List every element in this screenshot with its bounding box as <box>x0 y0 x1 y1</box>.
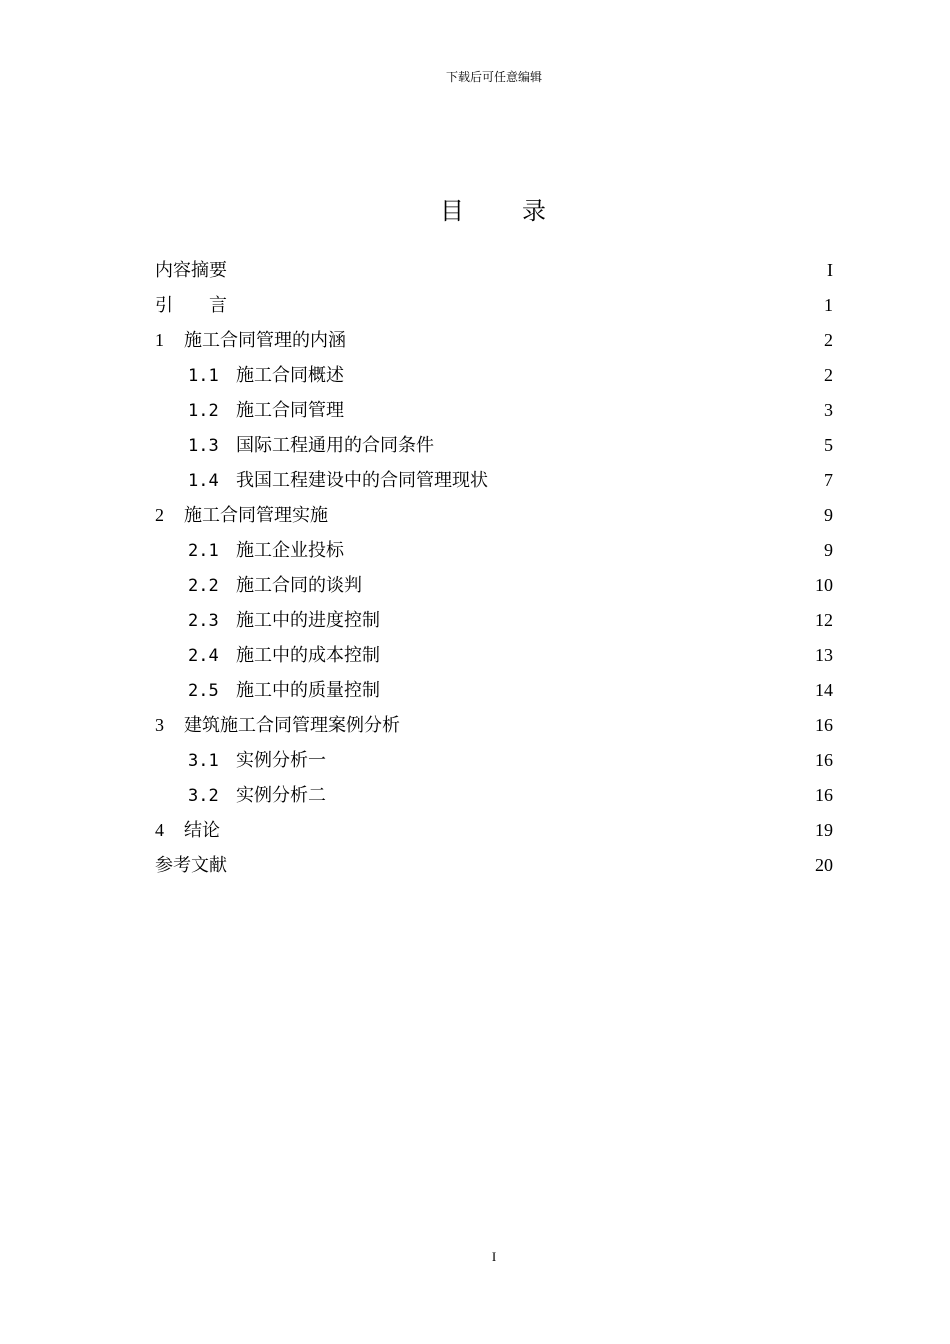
header-note: 下载后可任意编辑 <box>445 70 542 84</box>
toc-label: 引 言 <box>155 295 227 316</box>
title-part-1: 目 <box>440 197 466 225</box>
toc-entry-chapter-2[interactable] <box>155 498 833 533</box>
toc-label: 国际工程通用的合同条件 <box>236 435 434 456</box>
toc-entry-section-1-3[interactable] <box>155 428 833 463</box>
toc-entry-section-1-4[interactable] <box>155 463 833 498</box>
toc-page: 7 <box>824 470 833 490</box>
toc-entry-section-2-4[interactable] <box>155 638 833 673</box>
toc-entry-introduction[interactable] <box>155 288 833 323</box>
toc-number: 2.5 <box>188 681 219 701</box>
toc-page: 3 <box>824 400 833 420</box>
toc-number: 3.1 <box>188 751 219 771</box>
toc-label: 施工中的进度控制 <box>236 610 380 631</box>
toc-entry-references[interactable] <box>155 848 833 883</box>
toc-number: 2 <box>155 505 164 525</box>
toc-entry-section-3-1[interactable] <box>155 743 833 778</box>
toc-number: 3.2 <box>188 786 219 806</box>
toc-number: 2.1 <box>188 541 219 561</box>
toc-page: 16 <box>815 750 833 770</box>
toc-label: 实例分析一 <box>236 750 326 771</box>
toc-label: 施工合同管理的内涵 <box>184 330 346 351</box>
toc-entry-section-2-1[interactable] <box>155 533 833 568</box>
toc-page: 5 <box>824 435 833 455</box>
toc-page: 1 <box>824 295 833 315</box>
toc-page: 20 <box>815 855 833 875</box>
toc-label: 施工合同管理 <box>236 400 344 421</box>
table-of-contents <box>155 253 833 883</box>
toc-number: 4 <box>155 820 164 840</box>
toc-entry-section-2-2[interactable] <box>155 568 833 603</box>
toc-entry-abstract[interactable] <box>155 253 833 288</box>
toc-number: 1.2 <box>188 401 219 421</box>
toc-label: 施工中的质量控制 <box>236 680 380 701</box>
toc-page: 2 <box>824 365 833 385</box>
toc-label: 施工合同概述 <box>236 365 344 386</box>
toc-entry-chapter-1[interactable] <box>155 323 833 358</box>
toc-page: 16 <box>815 785 833 805</box>
toc-page: 9 <box>824 540 833 560</box>
toc-page: 2 <box>824 330 833 350</box>
toc-label: 内容摘要 <box>155 260 227 281</box>
toc-entry-chapter-3[interactable] <box>155 708 833 743</box>
toc-label: 施工中的成本控制 <box>236 645 380 666</box>
toc-page: 19 <box>815 820 833 840</box>
toc-entry-section-1-2[interactable] <box>155 393 833 428</box>
toc-entry-section-1-1[interactable] <box>155 358 833 393</box>
toc-number: 3 <box>155 715 164 735</box>
toc-label: 施工企业投标 <box>236 540 344 561</box>
toc-entry-section-3-2[interactable] <box>155 778 833 813</box>
toc-entry-section-2-5[interactable] <box>155 673 833 708</box>
toc-number: 1 <box>155 330 164 350</box>
toc-page: 13 <box>815 645 833 665</box>
toc-number: 1.1 <box>188 366 219 386</box>
toc-number: 2.4 <box>188 646 219 666</box>
toc-label: 参考文献 <box>155 855 227 876</box>
toc-label: 施工合同的谈判 <box>236 575 362 596</box>
toc-entry-section-2-3[interactable] <box>155 603 833 638</box>
toc-page: 10 <box>815 575 833 595</box>
toc-label: 我国工程建设中的合同管理现状 <box>236 470 488 491</box>
title-part-2: 录 <box>522 197 548 225</box>
toc-label: 施工合同管理实施 <box>184 505 328 526</box>
toc-number: 1.3 <box>188 436 219 456</box>
toc-page: 9 <box>824 505 833 525</box>
toc-number: 1.4 <box>188 471 219 491</box>
page-title <box>0 191 950 226</box>
toc-label: 建筑施工合同管理案例分析 <box>184 715 400 736</box>
toc-page: 16 <box>815 715 833 735</box>
toc-page: 14 <box>815 680 833 700</box>
toc-label: 结论 <box>184 820 220 841</box>
toc-number: 2.3 <box>188 611 219 631</box>
toc-entry-chapter-4[interactable] <box>155 813 833 848</box>
toc-page: 12 <box>815 610 833 630</box>
toc-page: I <box>827 260 833 280</box>
footer-page-number: I <box>491 1249 497 1264</box>
toc-number: 2.2 <box>188 576 219 596</box>
toc-label: 实例分析二 <box>236 785 326 806</box>
